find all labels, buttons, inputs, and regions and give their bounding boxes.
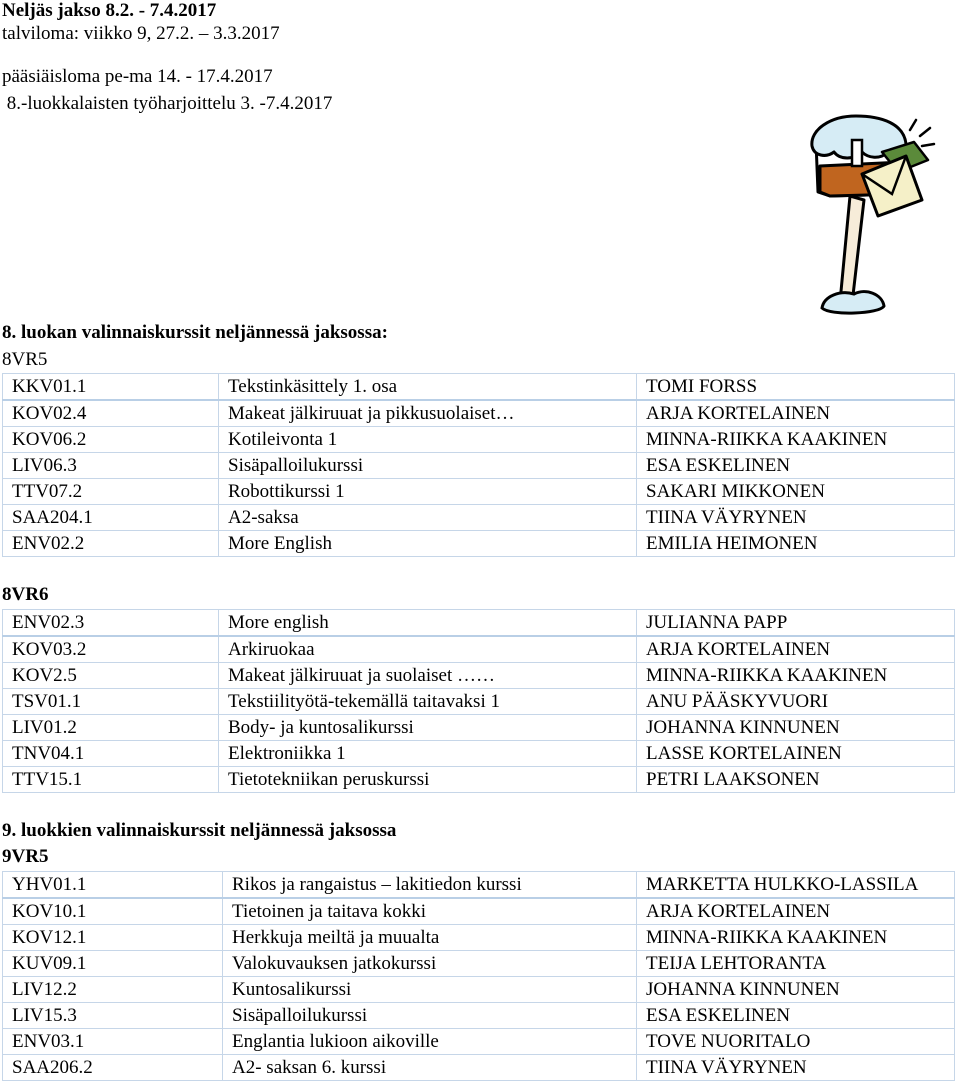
teacher-cell: JOHANNA KINNUNEN (637, 977, 955, 1003)
course-row (3, 767, 955, 793)
course-name-cell: Robottikurssi 1 (219, 479, 637, 505)
course-code-cell: SAA206.2 (3, 1055, 223, 1081)
teacher-cell: MARKETTA HULKKO-LASSILA (637, 872, 955, 899)
course-code-cell: KOV10.1 (3, 898, 223, 925)
group-label-8vr5: 8VR5 (2, 349, 48, 370)
grade9-section-title: 9. luokkien valinnaiskurssit neljännessä jaksossa (2, 820, 397, 841)
course-code-cell: KOV06.2 (3, 427, 219, 453)
course-code-cell: LIV06.3 (3, 453, 219, 479)
course-row (3, 1003, 955, 1029)
teacher-cell: JULIANNA PAPP (637, 610, 955, 637)
course-row (3, 898, 955, 925)
course-name-cell: Tekstinkäsittely 1. osa (219, 374, 637, 401)
mailbox-icon (810, 112, 936, 318)
course-name-cell: Englantia lukioon aikoville (223, 1029, 637, 1055)
course-code-cell: KOV2.5 (3, 663, 219, 689)
grade8-section-title: 8. luokan valinnaiskurssit neljännessä jaksossa: (2, 322, 388, 343)
course-table-9vr5 (2, 871, 955, 1081)
course-name-cell: Tekstiilityötä-tekemällä taitavaksi 1 (219, 689, 637, 715)
teacher-cell: ESA ESKELINEN (637, 453, 955, 479)
course-name-cell: Rikos ja rangaistus – lakitiedon kurssi (223, 872, 637, 899)
teacher-cell: ANU PÄÄSKYVUORI (637, 689, 955, 715)
course-name-cell: Kuntosalikurssi (223, 977, 637, 1003)
course-code-cell: LIV12.2 (3, 977, 223, 1003)
course-code-cell: KUV09.1 (3, 951, 223, 977)
course-name-cell: More English (219, 531, 637, 557)
course-name-cell: Sisäpalloilukurssi (223, 1003, 637, 1029)
teacher-cell: TIINA VÄYRYNEN (637, 1055, 955, 1081)
teacher-cell: SAKARI MIKKONEN (637, 479, 955, 505)
course-name-cell: Sisäpalloilukurssi (219, 453, 637, 479)
group-label-8vr6: 8VR6 (2, 584, 49, 605)
teacher-cell: JOHANNA KINNUNEN (637, 715, 955, 741)
course-row (3, 1055, 955, 1081)
group-label-9vr5: 9VR5 (2, 846, 49, 867)
teacher-cell: ARJA KORTELAINEN (637, 898, 955, 925)
course-row (3, 951, 955, 977)
course-code-cell: YHV01.1 (3, 872, 223, 899)
course-code-cell: KOV03.2 (3, 636, 219, 663)
course-name-cell: A2-saksa (219, 505, 637, 531)
course-code-cell: KOV02.4 (3, 400, 219, 427)
course-code-cell: TNV04.1 (3, 741, 219, 767)
teacher-cell: TOMI FORSS (637, 374, 955, 401)
course-row (3, 505, 955, 531)
course-code-cell: TTV07.2 (3, 479, 219, 505)
course-row (3, 977, 955, 1003)
course-row (3, 610, 955, 637)
course-row (3, 453, 955, 479)
teacher-cell: ARJA KORTELAINEN (637, 400, 955, 427)
course-name-cell: Tietoinen ja taitava kokki (223, 898, 637, 925)
teacher-cell: PETRI LAAKSONEN (637, 767, 955, 793)
course-code-cell: LIV01.2 (3, 715, 219, 741)
teacher-cell: TIINA VÄYRYNEN (637, 505, 955, 531)
teacher-cell: LASSE KORTELAINEN (637, 741, 955, 767)
course-code-cell: SAA204.1 (3, 505, 219, 531)
course-row (3, 479, 955, 505)
course-name-cell: Kotileivonta 1 (219, 427, 637, 453)
course-row (3, 715, 955, 741)
course-row (3, 400, 955, 427)
course-table-8vr5 (2, 373, 955, 557)
course-name-cell: Tietotekniikan peruskurssi (219, 767, 637, 793)
teacher-cell: MINNA-RIIKKA KAAKINEN (637, 925, 955, 951)
course-row (3, 427, 955, 453)
course-row (3, 1029, 955, 1055)
course-name-cell: Makeat jälkiruuat ja suolaiset …… (219, 663, 637, 689)
course-row (3, 663, 955, 689)
course-row (3, 374, 955, 401)
course-name-cell: Makeat jälkiruuat ja pikkusuolaiset… (219, 400, 637, 427)
course-code-cell: KKV01.1 (3, 374, 219, 401)
teacher-cell: ARJA KORTELAINEN (637, 636, 955, 663)
course-row (3, 872, 955, 899)
course-name-cell: More english (219, 610, 637, 637)
course-code-cell: KOV12.1 (3, 925, 223, 951)
course-row (3, 531, 955, 557)
course-code-cell: LIV15.3 (3, 1003, 223, 1029)
course-code-cell: TTV15.1 (3, 767, 219, 793)
course-code-cell: ENV03.1 (3, 1029, 223, 1055)
page-title: Neljäs jakso 8.2. - 7.4.2017 (2, 0, 217, 21)
course-name-cell: Body- ja kuntosalikurssi (219, 715, 637, 741)
course-row (3, 636, 955, 663)
teacher-cell: ESA ESKELINEN (637, 1003, 955, 1029)
course-name-cell: Arkiruokaa (219, 636, 637, 663)
course-code-cell: ENV02.3 (3, 610, 219, 637)
course-row (3, 925, 955, 951)
teacher-cell: TEIJA LEHTORANTA (637, 951, 955, 977)
course-table-8vr6 (2, 609, 955, 793)
easter-break-note: pääsiäisloma pe-ma 14. - 17.4.2017 (2, 66, 273, 87)
course-name-cell: Valokuvauksen jatkokurssi (223, 951, 637, 977)
course-row (3, 689, 955, 715)
winter-break-note: talviloma: viikko 9, 27.2. – 3.3.2017 (2, 23, 280, 44)
teacher-cell: EMILIA HEIMONEN (637, 531, 955, 557)
course-name-cell: A2- saksan 6. kurssi (223, 1055, 637, 1081)
course-name-cell: Herkkuja meiltä ja muualta (223, 925, 637, 951)
course-code-cell: ENV02.2 (3, 531, 219, 557)
teacher-cell: TOVE NUORITALO (637, 1029, 955, 1055)
course-row (3, 741, 955, 767)
teacher-cell: MINNA-RIIKKA KAAKINEN (637, 663, 955, 689)
teacher-cell: MINNA-RIIKKA KAAKINEN (637, 427, 955, 453)
course-name-cell: Elektroniikka 1 (219, 741, 637, 767)
course-code-cell: TSV01.1 (3, 689, 219, 715)
internship-note: 8.-luokkalaisten työharjoittelu 3. -7.4.2017 (2, 93, 333, 114)
